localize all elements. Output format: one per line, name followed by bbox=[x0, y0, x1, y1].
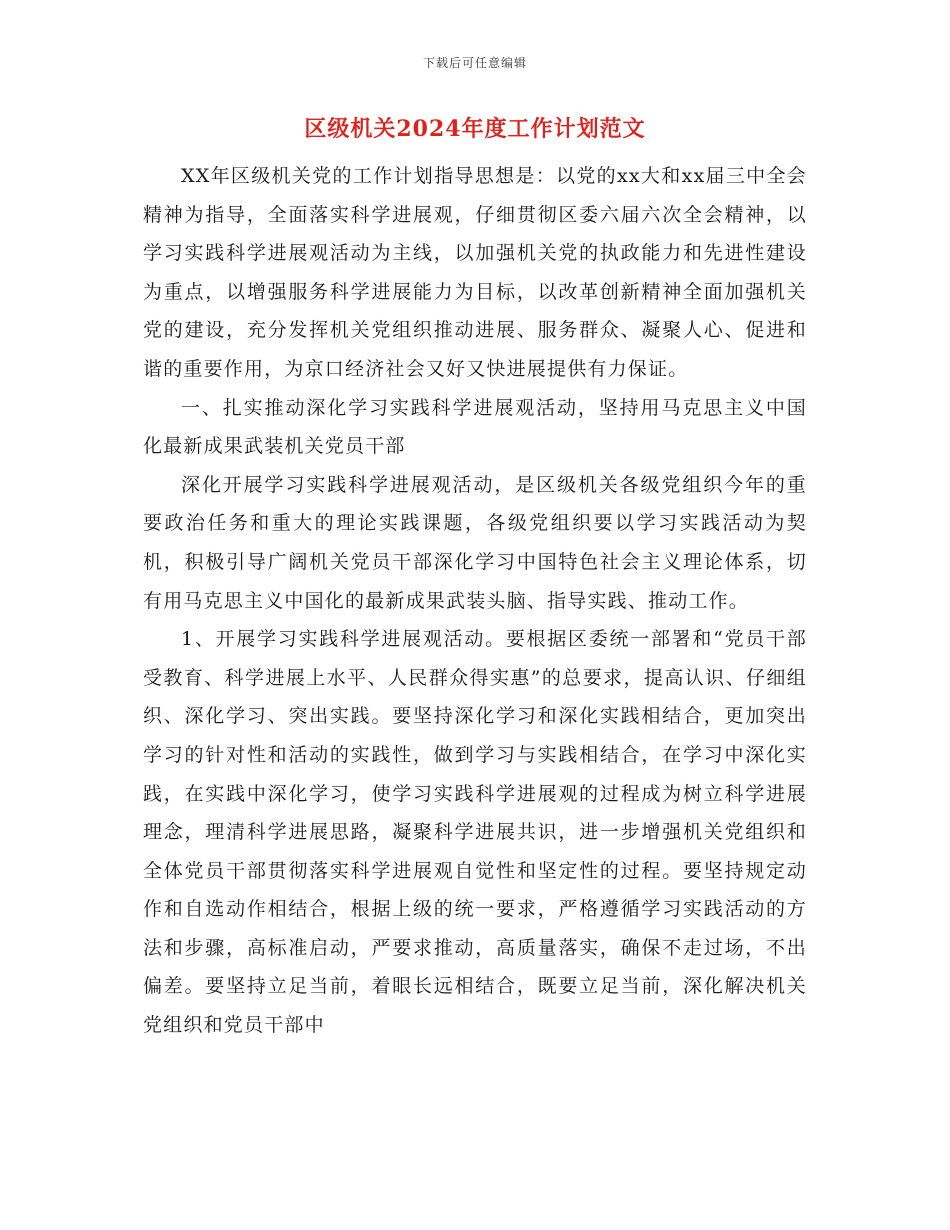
section-heading-1: 一、扎实推动深化学习实践科学进展观活动，坚持用马克思主义中国化最新成果武装机关党员干部 bbox=[143, 396, 807, 458]
document-body bbox=[143, 157, 807, 1045]
paragraph-item-1: 1、开展学习实践科学进展观活动。要根据区委统一部署和“党员干部受教育、科学进展上水平、人民群众得实惠”的总要求，提高认识、仔细组织、深化学习、突出实践。要坚持深化学习和深化实践相结合，更加突出学习的针对性和活动的实践性，做到学习与实践相结合，在学习中深化实践，在实践中深化学习，使学习实践科学进展观的过程成为树立科学进展理念，理清科学进展思路，凝聚科学进展共识，进一步增强机关党组织和全体党员干部贯彻落实科学进展观自觉性和坚定性的过程。要坚持规定动作和自选动作相结合，根据上级的统一要求，严格遵循学习实践活动的方法和步骤，高标准启动，严要求推动，高质量落实，确保不走过场，不出偏差。要坚持立足当前，着眼长远相结合，既要立足当前，深化解决机关党组织和党员干部中 bbox=[143, 628, 807, 1037]
document-title: 区级机关2024年度工作计划范文 bbox=[304, 116, 646, 142]
paragraph-guiding-thought: XX年区级机关党的工作计划指导思想是：以党的xx大和xx届三中全会精神为指导，全面落实科学进展观，仔细贯彻区委六届六次全会精神，以学习实践科学进展观活动为主线，以加强机关党的执政能力和先进性建设为重点，以增强服务科学进展能力为目标，以改革创新精神全面加强机关党的建设，充分发挥机关党组织推动进展、服务群众、凝聚人心、促进和谐的重要作用，为京口经济社会又好又快进展提供有力保证。 bbox=[143, 165, 807, 380]
paragraph-section-1-intro: 深化开展学习实践科学进展观活动，是区级机关各级党组织今年的重要政治任务和重大的理论实践课题，各级党组织要以学习实践活动为契机，积极引导广阔机关党员干部深化学习中国特色社会主义理论体系，切有用马克思主义中国化的最新成果武装头脑、指导实践、推动工作。 bbox=[143, 473, 807, 612]
header-note: 下载后可任意编辑 bbox=[422, 56, 527, 70]
